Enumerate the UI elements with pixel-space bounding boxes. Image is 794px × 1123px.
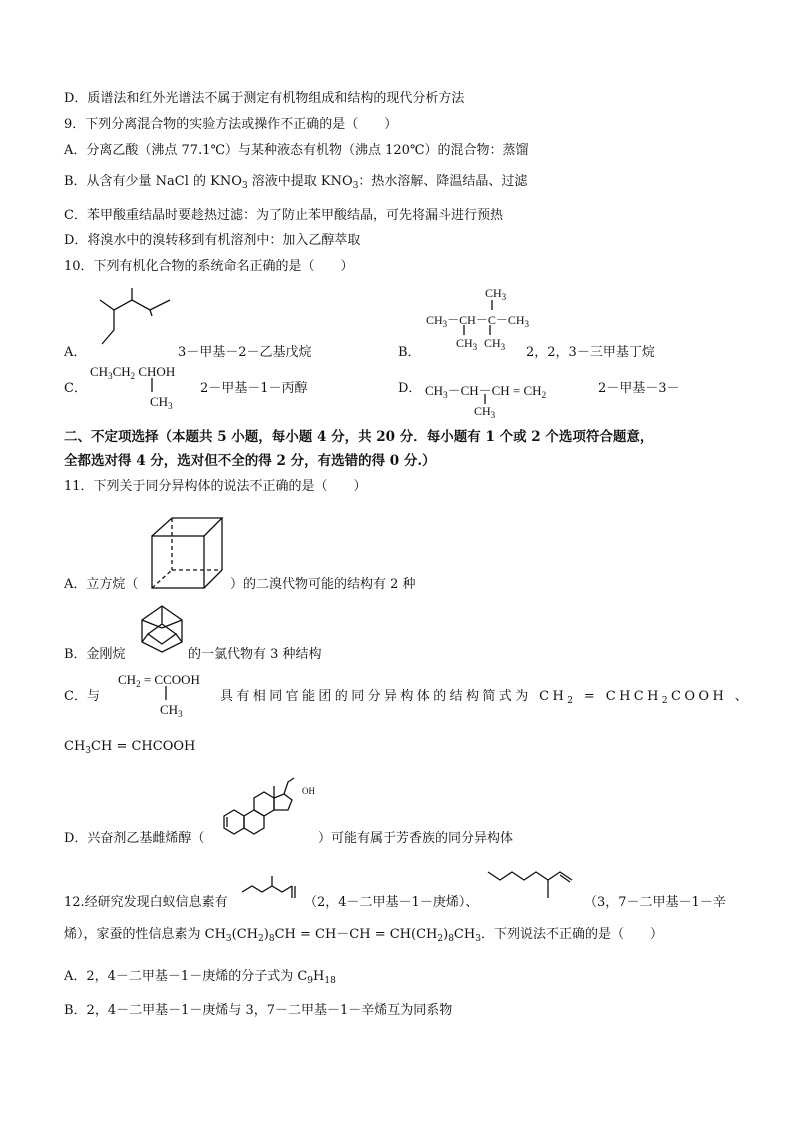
q10b-ch3-bottom-left: $CH_3$: [456, 336, 478, 352]
section-2-header-line2: 全都选对得 4 分，选对但不全的得 2 分，有选错的得 0 分.）: [64, 453, 436, 469]
question-12-prefix: 12.经研究发现白蚁信息素有: [64, 895, 228, 910]
q10-option-a-name: 3－甲基－2－乙基戊烷: [178, 345, 312, 360]
q11-option-c-line2: $CH_3CH$ = CHCOOH: [64, 739, 196, 756]
q9-option-a: A．分离乙酸（沸点 77.1℃）与某种液态有机物（沸点 120℃）的混合物：蒸馏: [64, 143, 529, 158]
q10c-ch3: $CH_3$: [150, 394, 173, 411]
section-2-header-line1: 二、不定项选择（本题共 5 小题，每小题 4 分，共 20 分．每小题有 1 个或 2 个选项符合题意，: [64, 429, 654, 445]
q11-option-a-suffix: ）的二溴代物可能的结构有 2 种: [230, 577, 416, 592]
steroid-oh-label: OH: [302, 786, 315, 796]
q9-option-d: D．将溴水中的溴转移到有机溶剂中：加入乙醇萃取: [64, 233, 361, 248]
q10b-ch3-top: $CH_3$: [485, 286, 507, 302]
q11c-top-formula: $CH_2$ = CCOOH: [118, 672, 200, 689]
q11c-bond: [164, 686, 168, 702]
q11-option-c-text: 具有相同官能团的同分异构体的结构简式为 $CH_2$ = $CHCH_2COOH$ 、: [220, 689, 752, 706]
q10-option-c-name: 2－甲基－1－丙醇: [200, 381, 308, 396]
q12-option-b: B．2，4－二甲基－1－庚烯与 3，7－二甲基－1－辛烯互为同系物: [64, 1003, 453, 1018]
q10b-ch3-bottom-right: $CH_3$: [484, 336, 506, 352]
q11-option-b-suffix: 的一氯代物有 3 种结构: [188, 647, 322, 662]
q11-option-d-prefix: D．兴奋剂乙基雌烯醇（: [64, 831, 205, 846]
q10a-skeletal-structure: [94, 286, 184, 348]
q10-option-b-label: B．: [398, 345, 421, 360]
q10d-main-chain: $CH_3-CH-CH = CH_2$: [425, 383, 547, 400]
q9-option-b: B．从含有少量 NaCl 的 $KNO_3$ 溶液中提取 $KNO_3$：热水溶解、降温结晶、过滤: [64, 174, 528, 191]
q10-option-d-name: 2－甲基－3－: [598, 381, 680, 396]
q11-option-a-prefix: A．立方烷（: [64, 577, 139, 592]
q10b-main-chain: $CH_3-CH-C-CH_3$: [426, 313, 530, 329]
heptene-skeletal-structure: [240, 872, 302, 900]
cubane-structure: [150, 516, 226, 592]
q10c-bond: [150, 378, 154, 394]
q11-option-b-prefix: B．金刚烷: [64, 647, 126, 662]
q11-option-c-prefix: C．与: [64, 689, 100, 704]
octene-skeletal-structure: [486, 868, 576, 902]
question-12-octene-name: （3，7－二甲基－1－辛: [584, 895, 726, 910]
question-10-stem: 10．下列有机化合物的系统命名正确的是（ ）: [64, 259, 354, 274]
option-d-q8: D．质谱法和红外光谱法不属于测定有机物组成和结构的现代分析方法: [64, 91, 465, 106]
adamantane-structure: [138, 604, 186, 654]
q10-option-a-label: A．: [64, 345, 87, 360]
q12-option-a: A．2，4－二甲基－1－庚烯的分子式为 $C_9H_{18}$: [64, 969, 336, 986]
q9-option-c: C．苯甲酸重结晶时要趁热过滤：为了防止苯甲酸结晶，可先将漏斗进行预热: [64, 208, 503, 223]
q11-option-d-suffix: ）可能有属于芳香族的同分异构体: [318, 831, 514, 846]
q10d-ch3: $CH_3$: [474, 404, 496, 420]
q10c-main-chain: $CH_3CH_2$ CHOH: [90, 364, 176, 381]
q10-option-c-label: C．: [64, 381, 87, 396]
q11c-ch3: $CH_3$: [160, 702, 183, 719]
question-9-stem: 9．下列分离混合物的实验方法或操作不正确的是（ ）: [64, 117, 398, 132]
question-11-stem: 11．下列关于同分异构体的说法不正确的是（ ）: [64, 479, 367, 494]
q10-option-d-label: D．: [398, 381, 422, 396]
q10-option-b-name: 2，2，3－三甲基丁烷: [526, 345, 655, 360]
question-12-line2: 烯），家蚕的性信息素为 $CH_3(CH_2)_8CH = CH-CH = CH(CH_2)_8CH_3$．下列说法不正确的是（ ）: [64, 927, 663, 944]
question-12-heptene-name: （2，4－二甲基－1－庚烯）、: [304, 895, 479, 910]
